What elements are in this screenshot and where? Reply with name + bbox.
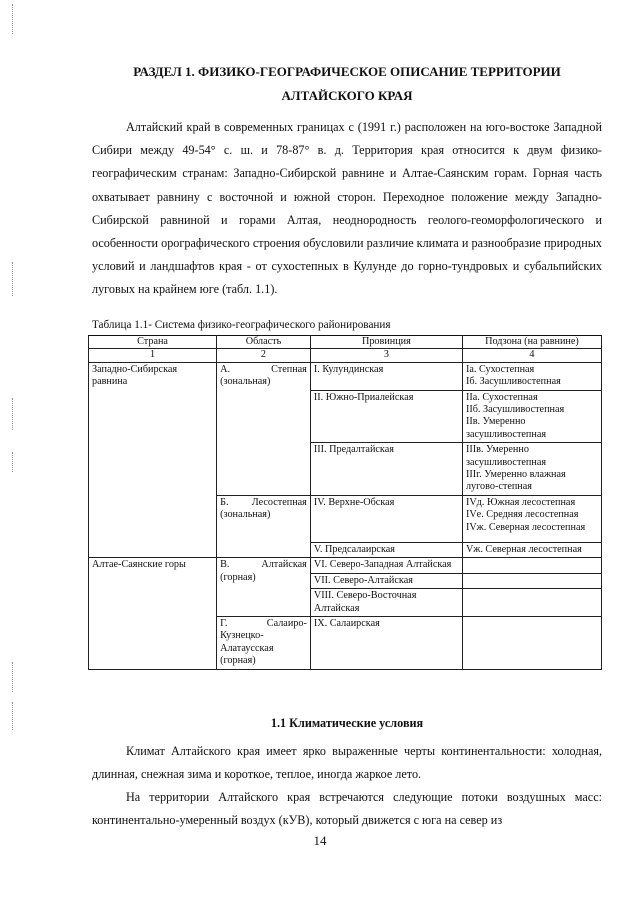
section-heading-line-2: АЛТАЙСКОГО КРАЯ bbox=[281, 88, 413, 103]
column-number: 1 bbox=[89, 349, 217, 362]
section-heading bbox=[92, 60, 602, 108]
region-cell bbox=[217, 616, 311, 669]
province-cell: IX. Салаирская bbox=[310, 616, 462, 669]
column-number: 2 bbox=[217, 349, 311, 362]
scan-margin-mark bbox=[6, 4, 28, 34]
province-cell: II. Южно-Приалейская bbox=[310, 390, 462, 443]
zoning-table bbox=[88, 335, 602, 670]
subzone-line: IIIг. Умеренно влажная лугово-степная bbox=[465, 469, 566, 493]
region-cell bbox=[217, 558, 311, 617]
region-cell bbox=[217, 495, 311, 557]
table-row bbox=[89, 558, 602, 573]
subzone-line: IVе. Средняя лесостепная bbox=[465, 509, 579, 521]
table-caption: Таблица 1.1- Система физико-географического районирования bbox=[92, 319, 391, 331]
province-cell: IV. Верхне-Обская bbox=[310, 495, 462, 542]
province-cell: V. Предсалаирская bbox=[310, 542, 462, 557]
subzone-line: IIIв. Умеренно засушливостепная bbox=[465, 444, 547, 468]
subzone-line: IVж. Северная лесостепная bbox=[465, 521, 586, 533]
column-number: 3 bbox=[310, 349, 462, 362]
intro-paragraph: Алтайский край в современных границах с (1991 г.) расположен на юго-востоке Западной Сибири между 49-54° с. ш. и 78-87° в. д. Территория края относится к двум физико-географическим странам: Западно-Сибирской равнине и Алтае-Саянским горам. Горная часть охватывает равнину с восточной и южной сторон. Переходное положение между Западно-Сибирской равниной и горами Алтая, неоднородность геолого-геоморфологического и особенности орографического строения обусловили различие климата и разнообразие природных условий и ландшафтов края - от сухостепных в Кулунде до горно-тундровых и субальпийских луговых на крайнем юге (табл. 1.1). bbox=[92, 120, 602, 297]
climate-paragraph: Климат Алтайского края имеет ярко выраженные черты континентальности: холодная, длинная, снежная зима и короткое, теплое, иногда жаркое лето. bbox=[92, 744, 602, 782]
region-text: Б. Лесостепная (зональная) bbox=[220, 496, 307, 521]
subzone-cell bbox=[462, 443, 601, 496]
subzone-cell bbox=[462, 616, 601, 669]
subzone-cell bbox=[462, 558, 601, 573]
column-number: 4 bbox=[462, 349, 601, 362]
table-column-number-row bbox=[89, 349, 602, 362]
subzone-line: IIв. Умеренно засушливостепная bbox=[465, 416, 547, 440]
subsection-heading: 1.1 Климатические условия bbox=[270, 716, 424, 730]
header-subzone: Подзона (на равнине) bbox=[462, 336, 601, 349]
subzone-cell bbox=[462, 390, 601, 443]
region-cell bbox=[217, 362, 311, 495]
header-region: Область bbox=[217, 336, 311, 349]
scan-margin-mark bbox=[6, 702, 28, 730]
subzone-cell bbox=[462, 495, 601, 542]
region-text: В. Алтайская (горная) bbox=[220, 559, 307, 583]
province-cell: I. Кулундинская bbox=[310, 362, 462, 390]
subzone-line: IIб. Засушливостепная bbox=[465, 404, 565, 416]
scan-margin-mark bbox=[6, 452, 28, 472]
subzone-line: IIа. Сухостепная bbox=[465, 391, 538, 403]
header-country: Страна bbox=[89, 336, 217, 349]
subzone-line: Iб. Засушливостепная bbox=[465, 376, 561, 388]
subzone-cell: Vж. Северная лесостепная bbox=[462, 542, 601, 557]
subzone-cell bbox=[462, 573, 601, 588]
province-cell: VI. Северо-Западная Алтайская bbox=[310, 558, 462, 573]
header-province: Провинция bbox=[310, 336, 462, 349]
scan-margin-mark bbox=[6, 398, 28, 430]
subzone-line: IVд. Южная лесостепная bbox=[465, 496, 576, 508]
province-cell: III. Предалтайская bbox=[310, 443, 462, 496]
province-cell: VII. Северо-Алтайская bbox=[310, 573, 462, 588]
country-cell: Западно-Сибирская равнина bbox=[89, 362, 217, 557]
subzone-cell bbox=[462, 362, 601, 390]
page-number: 14 bbox=[313, 833, 327, 848]
country-cell: Алтае-Саянские горы bbox=[89, 558, 217, 669]
scan-margin-mark bbox=[6, 262, 28, 296]
region-text: Г. Салаиро-Кузнецко-Алатаусская (горная) bbox=[220, 617, 307, 667]
province-cell: VIII. Северо-Восточная Алтайская bbox=[310, 589, 462, 617]
table-header-row bbox=[89, 336, 602, 349]
subzone-cell bbox=[462, 589, 601, 617]
air-masses-paragraph: На территории Алтайского края встречаются следующие потоки воздушных масс: континентально-умеренный воздух (кУВ), который движется с юга на север из bbox=[92, 790, 602, 828]
section-heading-line-1: РАЗДЕЛ 1. ФИЗИКО-ГЕОГРАФИЧЕСКОЕ ОПИСАНИЕ ТЕРРИТОРИИ bbox=[133, 64, 561, 79]
table-row bbox=[89, 362, 602, 390]
region-text: А. Степная (зональная) bbox=[220, 363, 307, 388]
subzone-line: Iа. Сухостепная bbox=[465, 363, 535, 375]
scan-margin-mark bbox=[6, 662, 28, 692]
